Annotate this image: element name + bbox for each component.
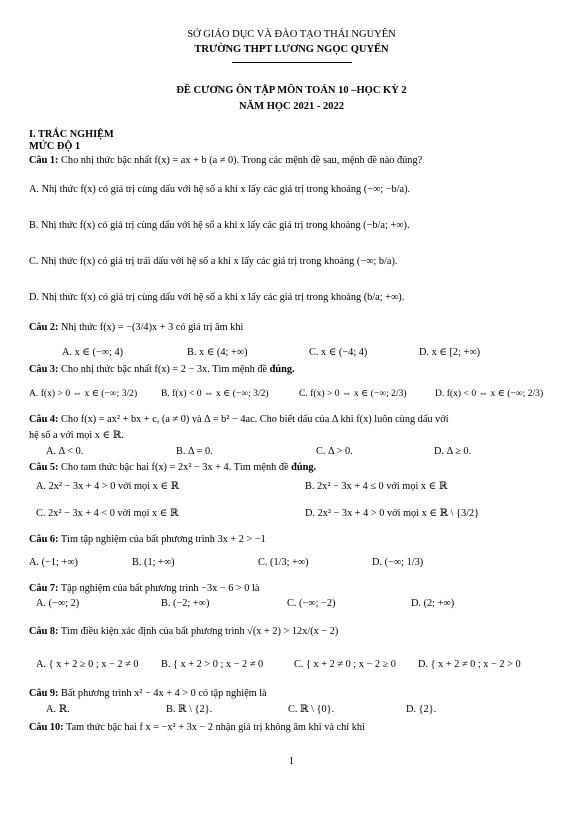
- document-header: [0, 28, 583, 63]
- question-2-option-c: C. x ∈ (−4; 4): [309, 347, 368, 358]
- question-label: Câu 7:: [29, 583, 59, 594]
- question-4-stem: [29, 414, 559, 427]
- question-2-stem: [29, 322, 559, 335]
- question-6-stem: [29, 534, 559, 547]
- question-label: Câu 2:: [29, 322, 59, 333]
- question-5-option-a: A. 2x² − 3x + 4 > 0 với mọi x ∈ ℝ: [36, 481, 180, 492]
- question-6-options: [29, 557, 549, 570]
- question-2-option-d: D. x ∈ [2; +∞): [419, 347, 481, 358]
- question-7-option-a: A. (−∞; 2): [36, 598, 80, 609]
- question-3-options: [29, 388, 569, 400]
- title-line-1: ĐỀ CƯƠNG ÔN TẬP MÔN TOÁN 10 –HỌC KỲ 2: [176, 85, 407, 96]
- question-text: Tam thức bậc hai f x = −x² + 3x − 2 nhận giá trị không âm khi và chỉ khi: [66, 722, 365, 733]
- question-9-option-a: A. ℝ.: [46, 704, 70, 715]
- question-3-option-d: D. f(x) < 0 ⇔ x ∈ (−∞; 2/3): [435, 388, 544, 399]
- question-5-options-row-1: [36, 481, 556, 494]
- question-4-options: [46, 446, 526, 459]
- question-6-option-d: D. (−∞; 1/3): [372, 557, 424, 568]
- question-4-stem-continued: hệ số a với mọi x ∈ ℝ.: [29, 430, 124, 441]
- question-6-option-c: C. (1/3; +∞): [258, 557, 309, 568]
- question-text: Tìm tập nghiệm của bất phương trình 3x + 2 > −1: [60, 534, 266, 545]
- question-label: Câu 6:: [29, 534, 59, 545]
- question-10-stem: [29, 722, 559, 735]
- question-9-stem: [29, 688, 559, 701]
- question-label: Câu 9:: [29, 688, 59, 699]
- question-8-option-d: D. { x + 2 ≠ 0 ; x − 2 > 0: [418, 659, 521, 670]
- question-4-option-d: D. Δ ≥ 0.: [434, 446, 472, 457]
- section-heading: I. TRẮC NGHIỆM: [29, 129, 114, 140]
- question-1-option-c: C. Nhị thức f(x) có giá trị trái dấu với hệ số a khi x lấy các giá trị trong khoảng (−∞; b/a).: [29, 256, 398, 267]
- question-3-option-b: B. f(x) < 0 ⇔ x ∈ (−∞; 3/2): [161, 388, 269, 399]
- question-2-options: [62, 347, 542, 360]
- question-6-option-a: A. (−1; +∞): [29, 557, 78, 568]
- question-4-option-c: C. Δ > 0.: [316, 446, 353, 457]
- header-rule: [232, 62, 352, 63]
- question-text: Tìm điều kiện xác định của bất phương trình √(x + 2) > 12x/(x − 2): [60, 626, 339, 637]
- question-9-option-b: B. ℝ \ {2}.: [166, 704, 213, 715]
- question-text-emphasis: đúng.: [269, 364, 295, 375]
- question-7-options: [36, 598, 556, 611]
- question-5-options-row-2: [36, 508, 576, 521]
- question-label: Câu 3:: [29, 364, 59, 375]
- document-title: [0, 84, 583, 116]
- question-label: Câu 5:: [29, 462, 59, 473]
- question-8-option-b: B. { x + 2 > 0 ; x − 2 ≠ 0: [161, 659, 264, 670]
- question-1-option-a: A. Nhị thức f(x) có giá trị cùng dấu với hệ số a khi x lấy các giá trị trong khoảng (−∞; −b/a).: [29, 184, 411, 195]
- school-name: TRƯỜNG THPT LƯƠNG NGỌC QUYẾN: [194, 44, 389, 56]
- question-2-option-a: A. x ∈ (−∞; 4): [62, 347, 124, 358]
- page-number: 1: [288, 756, 295, 767]
- question-7-option-d: D. (2; +∞): [411, 598, 455, 609]
- question-1-option-b: B. Nhị thức f(x) có giá trị cùng dấu với hệ số a khi x lấy các giá trị trong khoảng (−b/a; +∞).: [29, 220, 410, 231]
- question-7-stem: [29, 583, 559, 596]
- question-6-option-b: B. (1; +∞): [132, 557, 175, 568]
- question-text: Cho f(x) = ax² + bx + c, (a ≠ 0) và Δ = b² − 4ac. Cho biết dấu của Δ khi f(x) luôn cùng dấu với: [61, 414, 449, 425]
- question-5-stem: [29, 462, 559, 475]
- question-8-stem: [29, 626, 559, 639]
- question-5-option-c: C. 2x² − 3x + 4 < 0 với mọi x ∈ ℝ: [36, 508, 179, 519]
- question-text: Cho nhị thức bậc nhất f(x) = ax + b (a ≠ 0). Trong các mệnh đề sau, mệnh đề nào đúng?: [61, 155, 423, 166]
- question-9-options: [46, 704, 556, 717]
- question-7-option-c: C. (−∞; −2): [287, 598, 336, 609]
- question-8-option-a: A. { x + 2 ≥ 0 ; x − 2 ≠ 0: [36, 659, 139, 670]
- question-text: Tập nghiệm của bất phương trình −3x − 6 > 0 là: [60, 583, 260, 594]
- level-heading: MỨC ĐỘ 1: [29, 141, 81, 152]
- question-label: Câu 8:: [29, 626, 59, 637]
- question-8-option-c: C. { x + 2 ≠ 0 ; x − 2 ≥ 0: [294, 659, 396, 670]
- question-text: Cho tam thức bậc hai f(x) = 2x² − 3x + 4. Tìm mệnh đề: [61, 462, 289, 473]
- question-4-option-b: B. Δ = 0.: [176, 446, 213, 457]
- question-label: Câu 1:: [29, 155, 59, 166]
- question-label: Câu 10:: [29, 722, 64, 733]
- question-5-option-b: B. 2x² − 3x + 4 ≤ 0 với mọi x ∈ ℝ: [305, 481, 448, 492]
- question-3-option-a: A. f(x) > 0 ⇔ x ∈ (−∞; 3/2): [29, 388, 138, 399]
- department-name: SỞ GIÁO DỤC VÀ ĐÀO TẠO THÁI NGUYÊN: [187, 29, 396, 40]
- question-3-option-c: C. f(x) > 0 ⇔ x ∈ (−∞; 2/3): [299, 388, 407, 399]
- question-1-stem: [29, 155, 559, 168]
- title-line-2: NĂM HỌC 2021 - 2022: [239, 101, 344, 113]
- question-5-option-d: D. 2x² − 3x + 4 > 0 với mọi x ∈ ℝ \ {3/2}: [305, 508, 480, 519]
- question-text: Nhị thức f(x) = −(3/4)x + 3 có giá trị âm khi: [61, 322, 244, 333]
- question-3-stem: [29, 364, 559, 377]
- question-text: Bất phương trình x² − 4x + 4 > 0 có tập nghiệm là: [61, 688, 267, 699]
- question-9-option-d: D. {2}.: [406, 704, 437, 715]
- question-9-option-c: C. ℝ \ {0}.: [288, 704, 335, 715]
- question-1-option-d: D. Nhị thức f(x) có giá trị cùng dấu với hệ số a khi x lấy các giá trị trong khoảng (b/a; +∞).: [29, 292, 405, 303]
- question-4-option-a: A. Δ < 0.: [46, 446, 84, 457]
- question-7-option-b: B. (−2; +∞): [161, 598, 210, 609]
- question-8-options: [36, 659, 556, 672]
- question-2-option-b: B. x ∈ (4; +∞): [187, 347, 248, 358]
- question-text: Cho nhị thức bậc nhất f(x) = 2 − 3x. Tìm mệnh đề: [61, 364, 268, 375]
- question-text-emphasis: đúng.: [291, 462, 317, 473]
- question-label: Câu 4:: [29, 414, 59, 425]
